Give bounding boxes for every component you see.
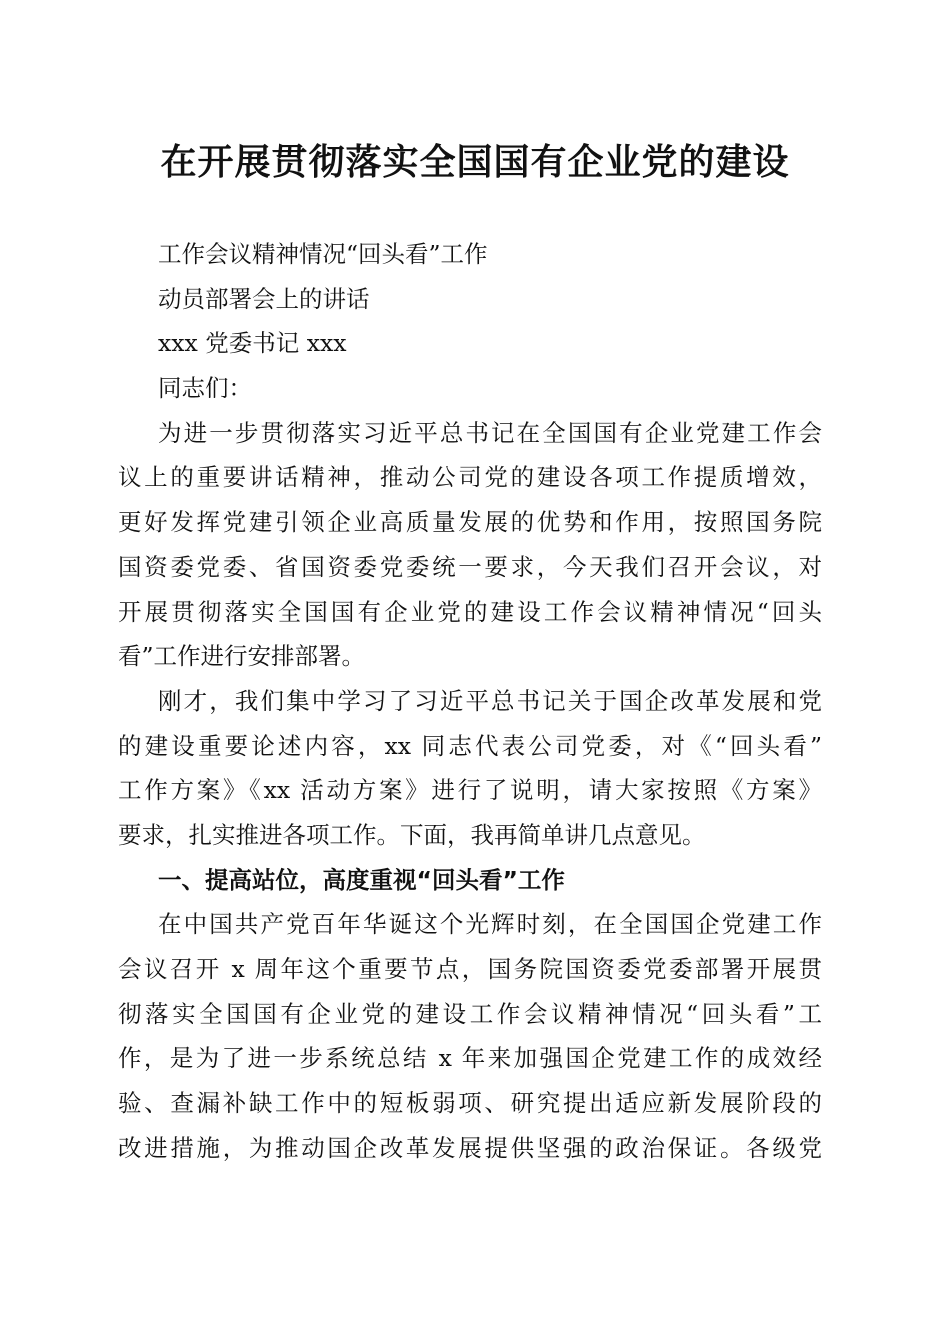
text-line: 改进措施，为推动国企改革发展提供坚强的政治保证。各级党 [118,1133,822,1162]
text-line: 会议召开 x 周年这个重要节点，国务院国资委党委部署开展贯 [118,955,822,983]
document-title: 在开展贯彻落实全国国有企业党的建设 [160,141,790,183]
text-line: 动员部署会上的讲话 [158,284,370,313]
text-line: 开展贯彻落实全国国有企业党的建设工作会议精神情况“回头 [118,597,822,626]
text-line: 更好发挥党建引领企业高质量发展的优势和作用，按照国务院 [118,508,822,537]
text-line: 国资委党委、省国资委党委统一要求，今天我们召开会议，对 [118,552,822,581]
text-line: 彻落实全国国有企业党的建设工作会议精神情况“回头看”工 [118,999,822,1028]
text-line: 同志们： [158,374,252,403]
text-line: 为进一步贯彻落实习近平总书记在全国国有企业党建工作会 [158,418,822,447]
text-line: xxx 党委书记 xxx [158,329,347,358]
text-line: 在中国共产党百年华诞这个光辉时刻，在全国国企党建工作 [158,910,822,939]
text-line: 工作会议精神情况“回头看”工作 [158,240,488,268]
text-line: 的建设重要论述内容，xx 同志代表公司党委，对《“回头看” [118,731,822,760]
document-body [118,232,822,1170]
section-heading: 一、提高站位，高度重视“回头看”工作 [158,865,565,894]
text-line: 刚才，我们集中学习了习近平总书记关于国企改革发展和党 [158,686,822,715]
text-line: 要求，扎实推进各项工作。下面，我再简单讲几点意见。 [118,820,706,849]
text-line: 工作方案》《xx 活动方案》进行了说明，请大家按照《方案》 [118,776,822,805]
text-line: 看”工作进行安排部署。 [118,642,366,671]
text-line: 作，是为了进一步系统总结 x 年来加强国企党建工作的成效经 [118,1044,822,1073]
text-line: 议上的重要讲话精神，推动公司党的建设各项工作提质增效， [118,463,822,492]
text-line: 验、查漏补缺工作中的短板弱项、研究提出适应新发展阶段的 [118,1089,822,1118]
